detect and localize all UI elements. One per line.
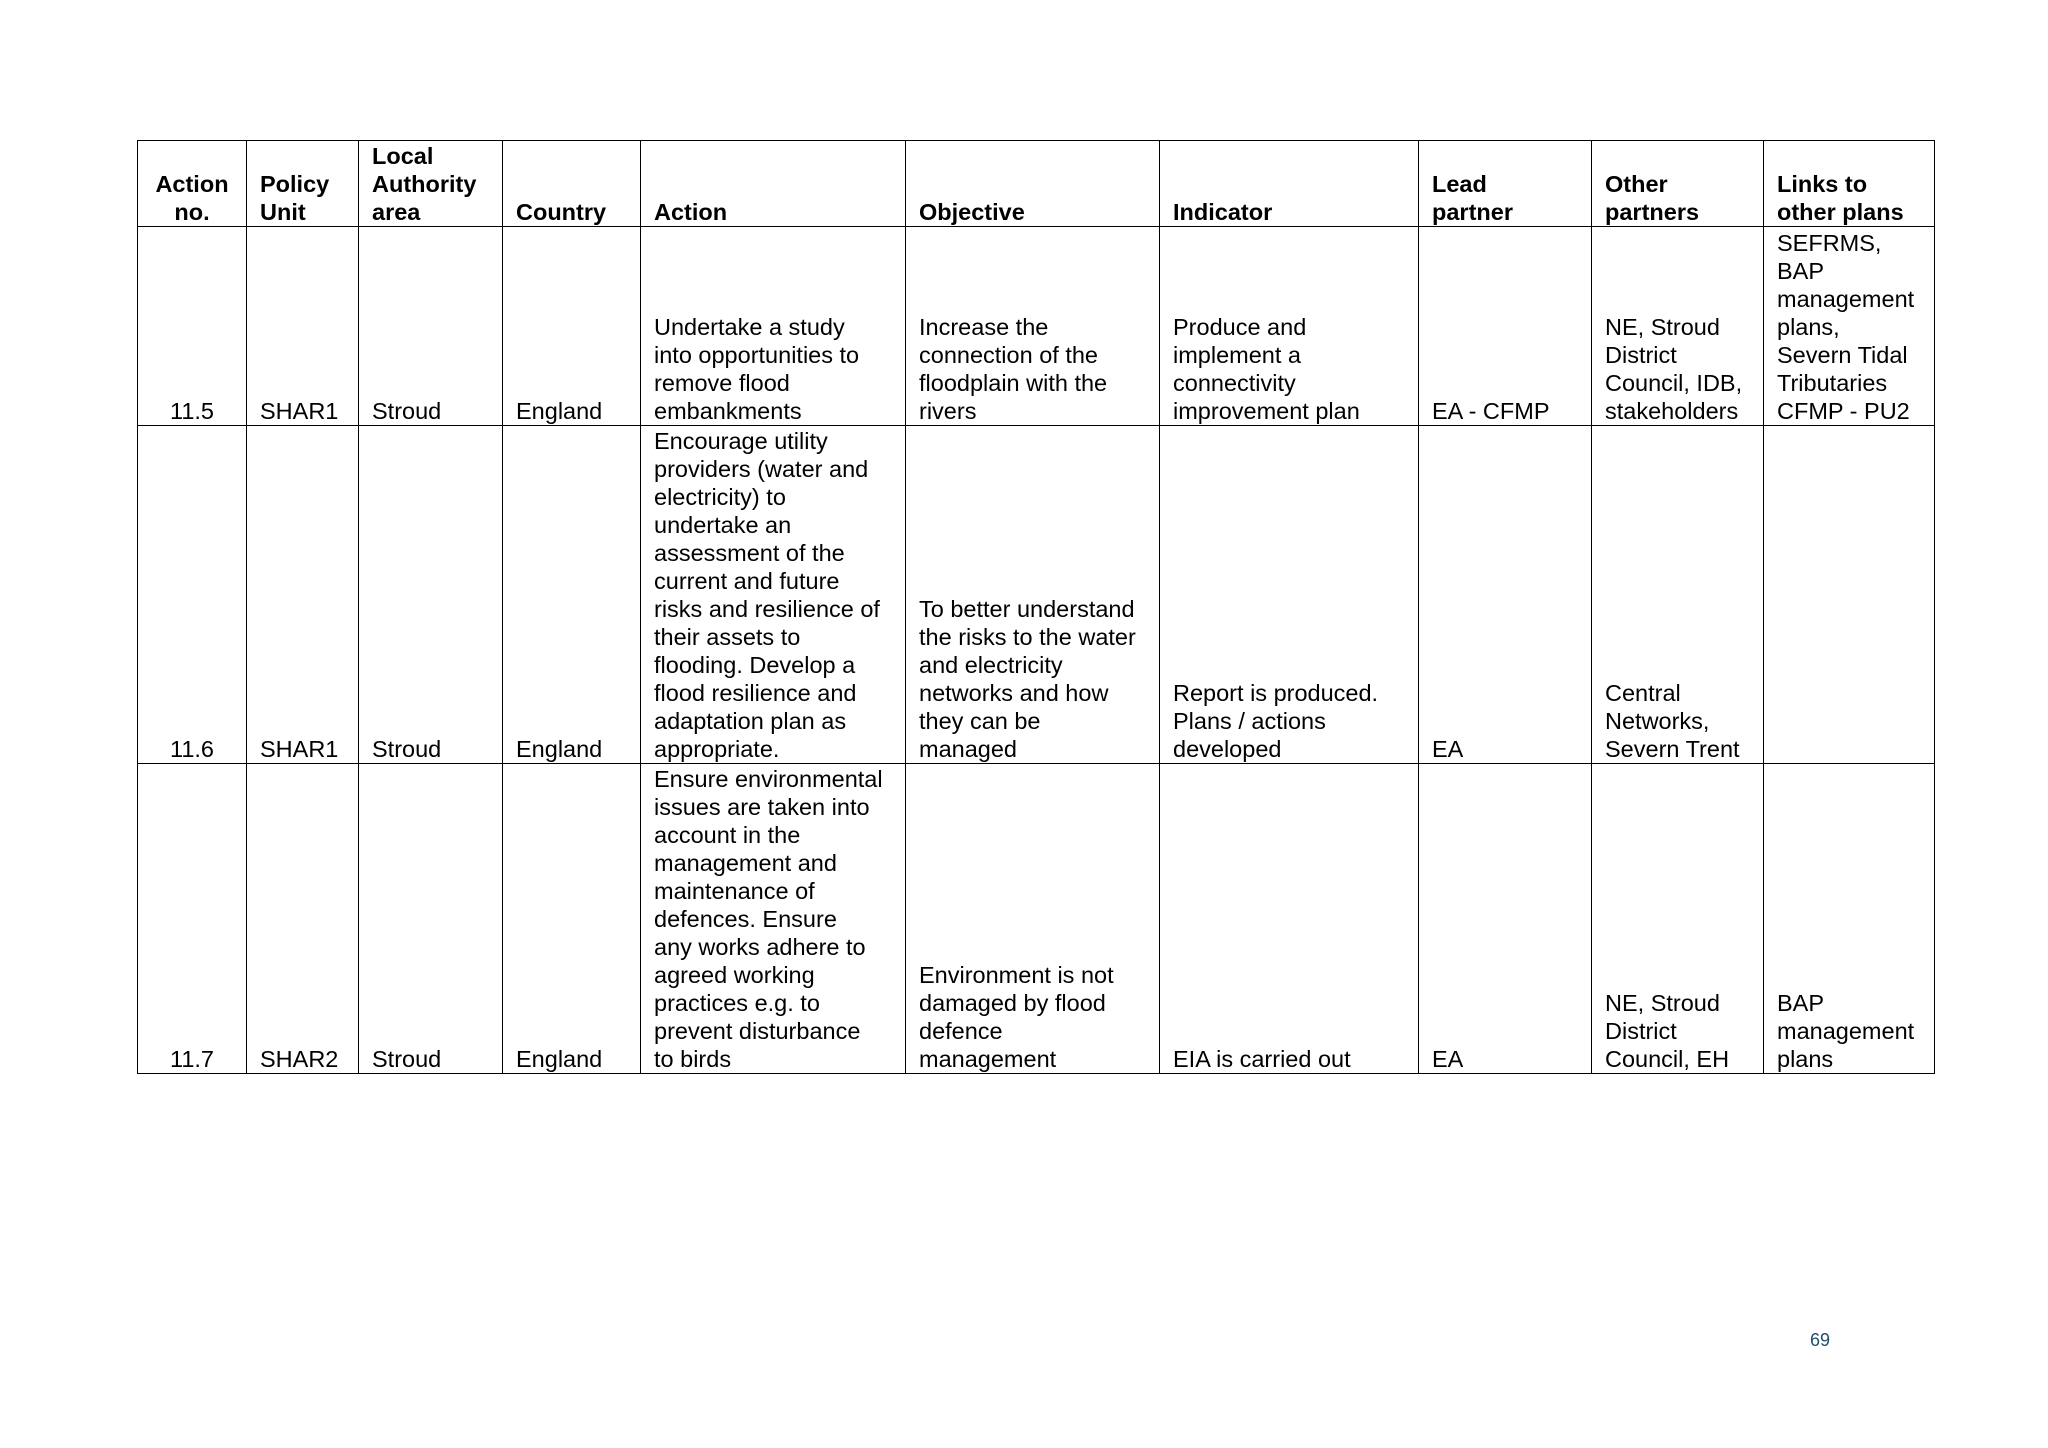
cell-local-authority-area: Stroud: [359, 426, 503, 764]
cell-policy-unit: SHAR2: [247, 764, 359, 1074]
table-row: [138, 227, 1935, 426]
cell-links-to-other-plans: [1764, 426, 1935, 764]
cell-links-to-other-plans: SEFRMS, BAP management plans, Severn Tidal Tributaries CFMP - PU2: [1764, 227, 1935, 426]
table-row: [138, 764, 1935, 1074]
header-row: [138, 141, 1935, 227]
cell-lead-partner: EA: [1419, 426, 1592, 764]
cell-policy-unit: SHAR1: [247, 227, 359, 426]
cell-links-to-other-plans: BAP management plans: [1764, 764, 1935, 1074]
header-action: Action: [641, 141, 906, 227]
cell-local-authority-area: Stroud: [359, 227, 503, 426]
cell-action-no: 11.7: [138, 764, 247, 1074]
header-lead-partner: Lead partner: [1419, 141, 1592, 227]
page-number: 69: [1809, 1330, 1831, 1350]
header-action-no: Action no.: [138, 141, 247, 227]
cell-indicator: EIA is carried out: [1160, 764, 1419, 1074]
header-links-to-other-plans: Links to other plans: [1764, 141, 1935, 227]
action-plan-table: [137, 140, 1935, 1074]
cell-other-partners: NE, Stroud District Council, EH: [1592, 764, 1764, 1074]
header-policy-unit: Policy Unit: [247, 141, 359, 227]
cell-objective: To better understand the risks to the water and electricity networks and how they can be managed: [906, 426, 1160, 764]
cell-policy-unit: SHAR1: [247, 426, 359, 764]
cell-objective: Environment is not damaged by flood defence management: [906, 764, 1160, 1074]
cell-indicator: Produce and implement a connectivity improvement plan: [1160, 227, 1419, 426]
cell-local-authority-area: Stroud: [359, 764, 503, 1074]
header-other-partners: Other partners: [1592, 141, 1764, 227]
cell-lead-partner: EA - CFMP: [1419, 227, 1592, 426]
cell-country: England: [503, 764, 641, 1074]
cell-action-no: 11.6: [138, 426, 247, 764]
cell-other-partners: Central Networks, Severn Trent: [1592, 426, 1764, 764]
header-country: Country: [503, 141, 641, 227]
cell-lead-partner: EA: [1419, 764, 1592, 1074]
header-local-authority-area: Local Authority area: [359, 141, 503, 227]
cell-indicator: Report is produced. Plans / actions developed: [1160, 426, 1419, 764]
cell-other-partners: NE, Stroud District Council, IDB, stakeholders: [1592, 227, 1764, 426]
cell-country: England: [503, 227, 641, 426]
header-objective: Objective: [906, 141, 1160, 227]
cell-action-no: 11.5: [138, 227, 247, 426]
table-row: [138, 426, 1935, 764]
header-indicator: Indicator: [1160, 141, 1419, 227]
cell-action: Undertake a study into opportunities to remove flood embankments: [641, 227, 906, 426]
cell-country: England: [503, 426, 641, 764]
cell-objective: Increase the connection of the floodplain with the rivers: [906, 227, 1160, 426]
cell-action: Encourage utility providers (water and electricity) to undertake an assessment of the current and future risks and resilience of their assets to flooding. Develop a flood resilience and adaptation plan as appropriate.: [641, 426, 906, 764]
cell-action: Ensure environmental issues are taken into account in the management and maintenance of defences. Ensure any works adhere to agreed working practices e.g. to prevent disturbance to birds: [641, 764, 906, 1074]
